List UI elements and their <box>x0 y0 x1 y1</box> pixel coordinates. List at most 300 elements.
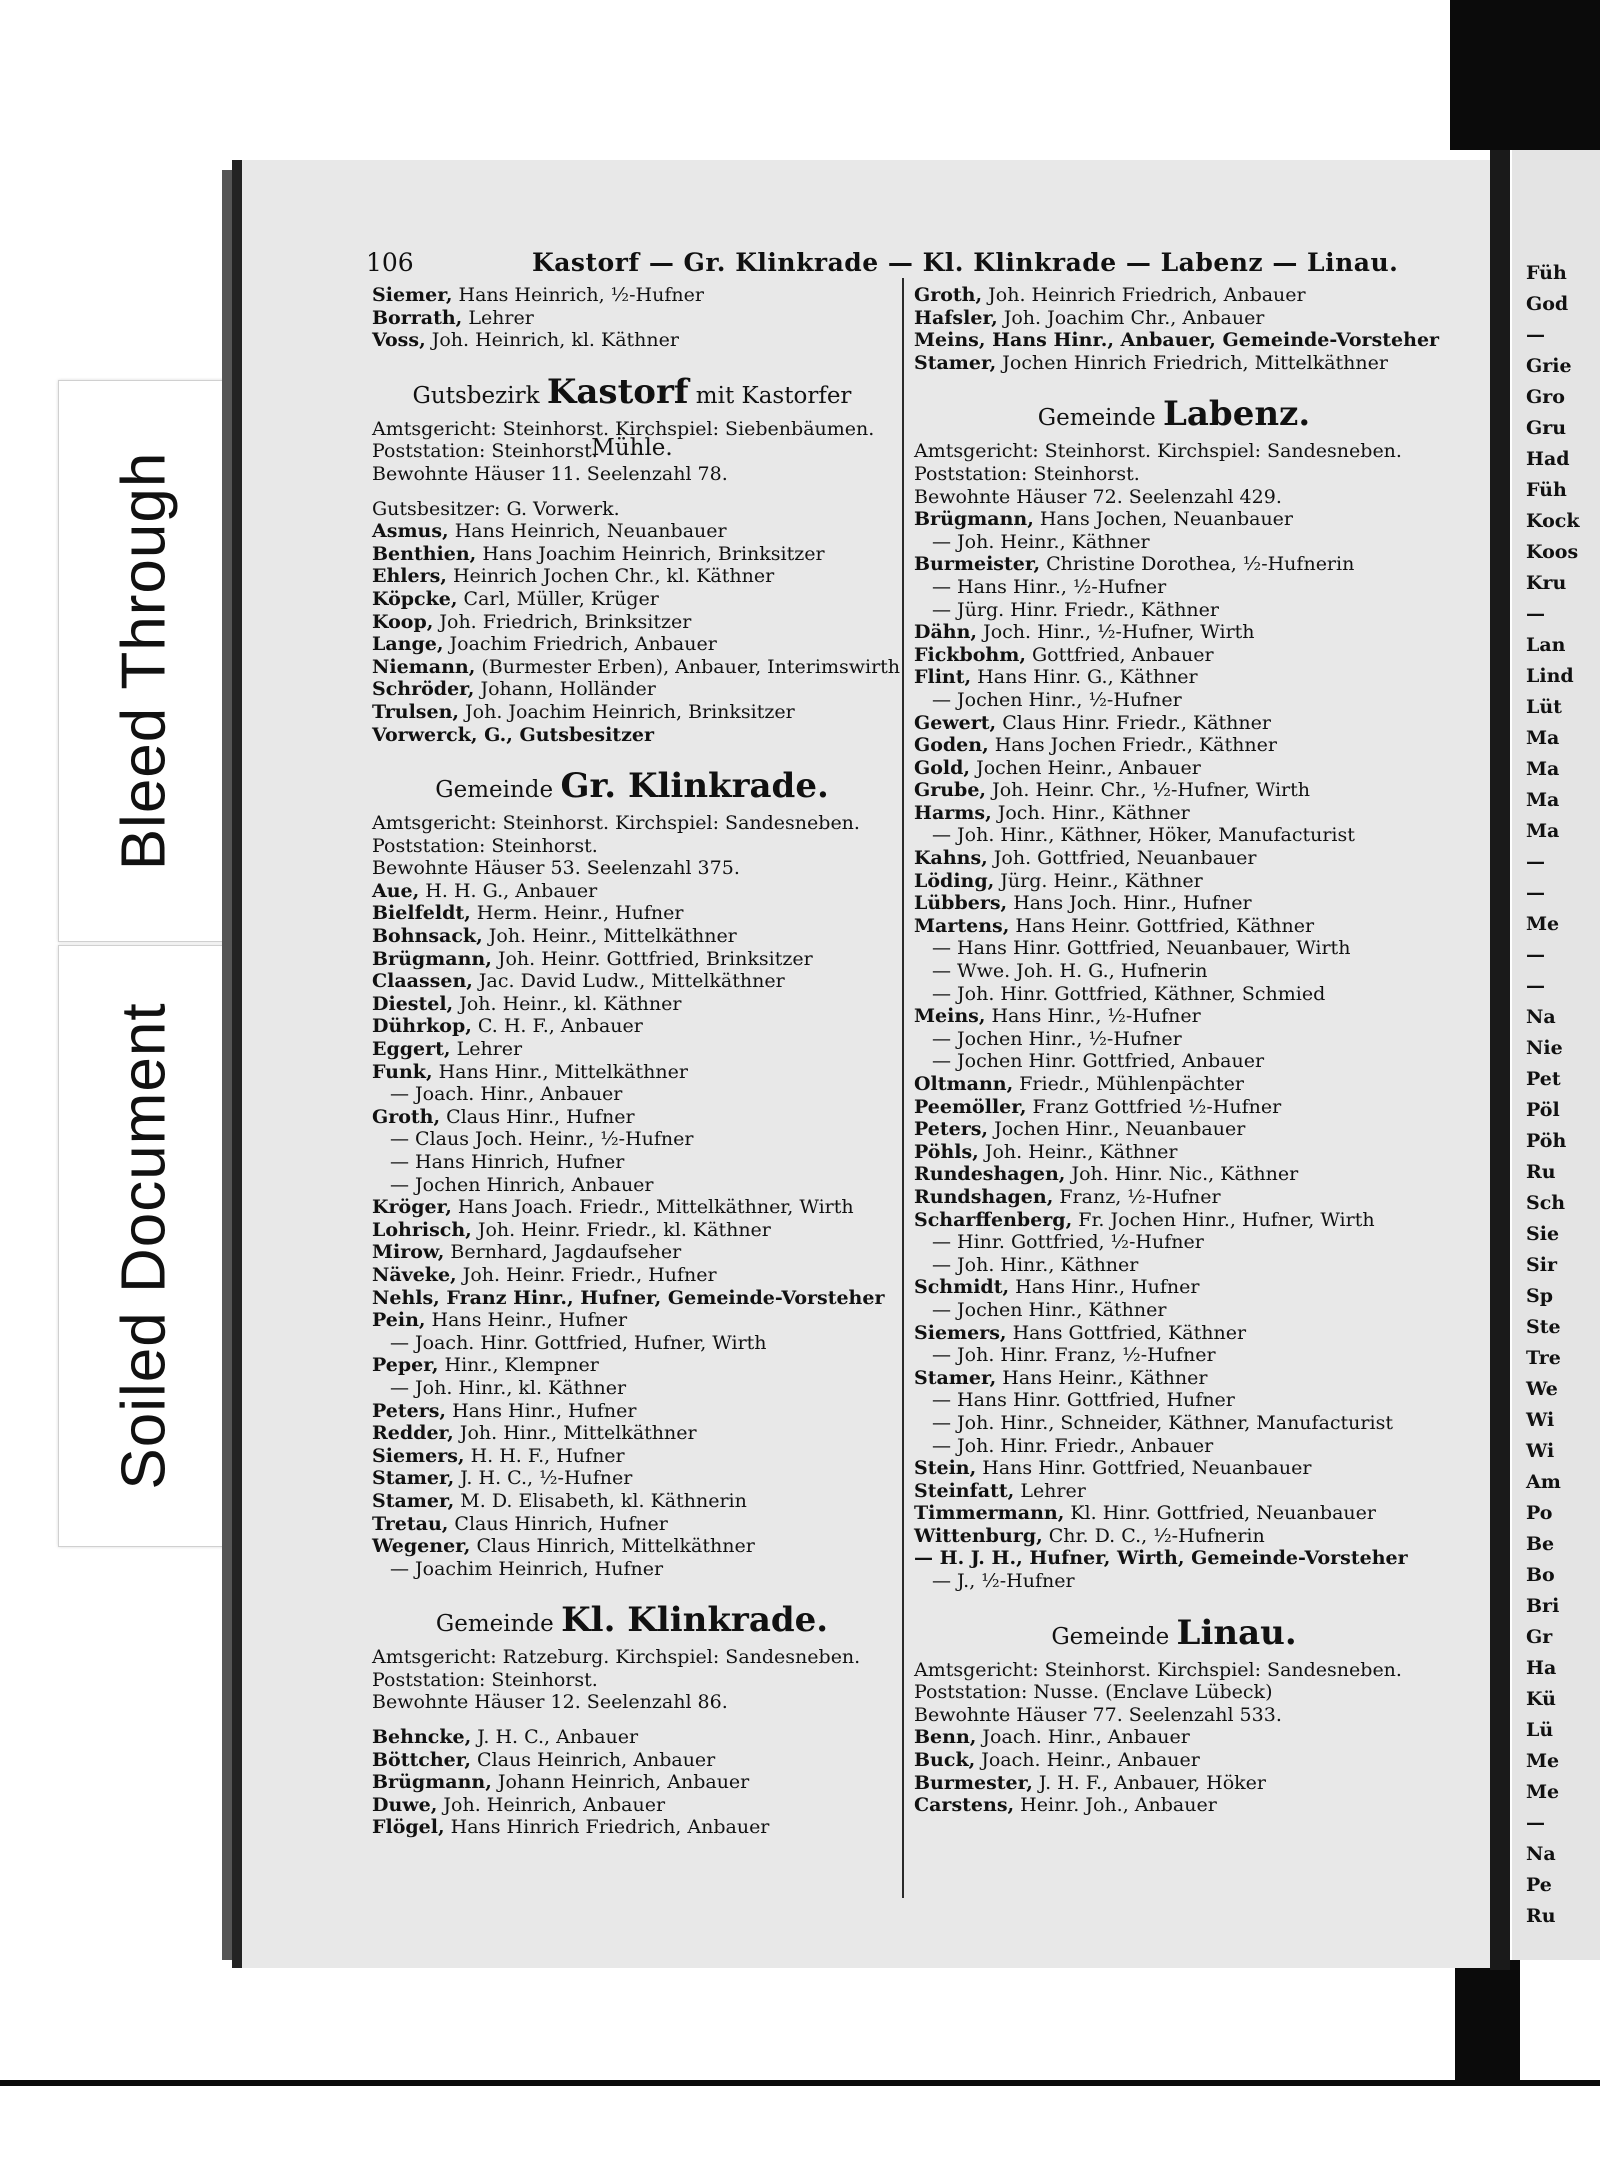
adjacent-page-text: Wi <box>1526 1440 1555 1462</box>
directory-subentry: — Joh. Hinr. Friedr., Anbauer <box>932 1434 1214 1457</box>
entry-surname: Claassen, <box>372 970 473 993</box>
entry-surname: Martens, <box>914 914 1010 937</box>
entry-details: Joh. Joachim Heinrich, Brinksitzer <box>459 700 795 723</box>
entry-details: Hans Heinrich, ½-Hufner <box>452 284 704 306</box>
entry-surname: Burmeister, <box>914 553 1041 576</box>
entry-surname: Flint, <box>914 666 972 689</box>
directory-subentry: — Jochen Hinrich, Anbauer <box>390 1173 654 1196</box>
entry-details: Lehrer <box>1014 1479 1086 1502</box>
entry-surname: Meins, <box>914 1005 986 1028</box>
adjacent-page-text: Bo <box>1526 1564 1555 1586</box>
entry-surname: Dührkop, <box>372 1015 472 1038</box>
directory-entry <box>914 1772 1434 1795</box>
directory-entry <box>372 655 901 679</box>
directory-entry <box>372 1400 892 1423</box>
entry-details: Claus Hinr. Friedr., Käthner <box>996 711 1271 734</box>
section-heading-prefix: Gemeinde <box>435 1611 562 1638</box>
directory-entry <box>914 1480 1434 1503</box>
directory-entry <box>914 352 1434 375</box>
entry-details: Jochen Heinr., Anbauer <box>970 756 1201 779</box>
adjacent-page-text: Gr <box>1526 1626 1553 1648</box>
directory-entry <box>372 701 892 724</box>
entry-surname: Fickbohm, <box>914 643 1026 666</box>
entry-surname: Wegener, <box>372 1535 471 1558</box>
entry-details: Hans Gottfried, Käthner <box>1006 1321 1247 1344</box>
entry-surname: Stein, <box>914 1457 977 1480</box>
directory-subentry: — Hans Hinr. Gottfried, Neuanbauer, Wirth <box>932 937 1351 960</box>
directory-subentry: — Joh. Heinr., Käthner <box>932 530 1150 553</box>
entry-surname: Voss, <box>372 329 426 352</box>
adjacent-page-text: — <box>1526 882 1545 904</box>
directory-subentry: — Joach. Hinr., Anbauer <box>390 1083 623 1106</box>
entry-surname: Lange, <box>372 633 444 656</box>
adjacent-page-text: Kru <box>1526 572 1567 594</box>
section-info-line: Poststation: Nusse. (Enclave Lübeck) <box>914 1681 1273 1704</box>
entry-surname: Flögel, <box>372 1816 445 1839</box>
section-heading-name: Kastorf <box>546 371 689 412</box>
directory-subentry: — Joach. Hinr. Gottfried, Hufner, Wirth <box>390 1331 767 1354</box>
entry-surname: Gewert, <box>914 711 997 734</box>
directory-entry <box>914 1502 1434 1525</box>
directory-subentry: — Jochen Hinr., Käthner <box>932 1298 1167 1321</box>
adjacent-page-text: Po <box>1526 1502 1553 1524</box>
directory-subentry: — Joh. Hinr., Käthner, Höker, Manufacturist <box>932 824 1355 847</box>
directory-entry <box>914 307 1434 330</box>
entry-details: Heinrich Jochen Chr., kl. Käthner <box>446 565 775 588</box>
adjacent-page-text: Ma <box>1526 727 1560 749</box>
directory-entry-bold: Nehls, Franz Hinr., Hufner, Gemeinde-Vorsteher <box>372 1286 885 1309</box>
directory-entry <box>914 1005 1434 1028</box>
entry-details: Franz, ½-Hufner <box>1053 1185 1221 1208</box>
directory-entry <box>914 1073 1434 1096</box>
entry-details: H. H. F., Hufner <box>464 1444 625 1467</box>
entry-surname: Scharffenberg, <box>914 1208 1073 1231</box>
directory-entry <box>914 284 1434 307</box>
entry-details: Joh. Heinrich, kl. Käthner <box>425 329 679 352</box>
directory-entry <box>914 734 1434 757</box>
adjacent-page-text: Pet <box>1526 1068 1561 1090</box>
entry-surname: Grube, <box>914 779 987 802</box>
directory-entry <box>914 1276 1434 1299</box>
entry-surname: Kahns, <box>914 847 988 870</box>
section-heading-name: Labenz. <box>1163 394 1311 435</box>
entry-surname: Benthien, <box>372 542 477 565</box>
entry-surname: Ehlers, <box>372 565 447 588</box>
directory-entry-bold: Meins, Hans Hinr., Anbauer, Gemeinde-Vorsteher <box>914 329 1440 352</box>
entry-surname: Bohnsack, <box>372 925 483 948</box>
adjacent-page-text: Ma <box>1526 758 1560 780</box>
entry-surname: Kröger, <box>372 1196 452 1219</box>
directory-entry <box>914 666 1434 689</box>
adjacent-page-text: Grie <box>1526 355 1572 377</box>
entry-surname: Mirow, <box>372 1241 445 1264</box>
section-info-line: Bewohnte Häuser 53. Seelenzahl 375. <box>372 857 740 880</box>
directory-entry <box>914 847 1434 870</box>
directory-entry <box>372 678 892 701</box>
directory-entry <box>372 588 892 611</box>
section-info-line: Bewohnte Häuser 12. Seelenzahl 86. <box>372 1691 728 1714</box>
entry-details: Joh. Joachim Chr., Anbauer <box>997 306 1265 329</box>
entry-details: Hans Hinr., Hufner <box>446 1399 637 1422</box>
entry-details: Hans Hinr., ½-Hufner <box>985 1005 1201 1028</box>
directory-entry <box>914 870 1434 893</box>
entry-details: Joh. Heinr., Mittelkäthner <box>482 925 737 948</box>
entry-surname: Peemöller, <box>914 1095 1027 1118</box>
directory-entry <box>914 621 1434 644</box>
adjacent-page-text: Gro <box>1526 386 1565 408</box>
directory-subentry: — Joh. Hinr., Käthner <box>932 1253 1139 1276</box>
entry-details: Hans Heinrich, Neuanbauer <box>448 520 727 543</box>
directory-entry <box>372 329 892 352</box>
entry-details: Joh. Hinr., Mittelkäthner <box>453 1422 697 1445</box>
entry-details: Joachim Friedrich, Anbauer <box>443 633 717 656</box>
entry-surname: Carstens, <box>914 1794 1015 1817</box>
section-heading-suffix: mit Kastorfer Mühle. <box>591 382 852 461</box>
entry-details: Hans Heinr. Gottfried, Käthner <box>1009 914 1315 937</box>
entry-surname: Oltmann, <box>914 1073 1014 1095</box>
section-heading <box>914 1607 1434 1659</box>
adjacent-page-text: — <box>1526 1812 1545 1834</box>
directory-subentry: — Jochen Hinr. Gottfried, Anbauer <box>932 1050 1265 1073</box>
entry-surname: Groth, <box>914 284 983 306</box>
entry-surname: Bielfeldt, <box>372 902 471 925</box>
section-info-line: Bewohnte Häuser 72. Seelenzahl 429. <box>914 485 1282 508</box>
directory-entry <box>372 633 892 656</box>
entry-surname: Burmester, <box>914 1771 1033 1794</box>
entry-surname: Timmermann, <box>914 1502 1065 1525</box>
adjacent-page-text: Be <box>1526 1533 1555 1555</box>
adjacent-page-text: God <box>1526 293 1569 315</box>
entry-surname: Peters, <box>372 1399 447 1422</box>
entry-surname: Koop, <box>372 610 434 633</box>
adjacent-page-text: Lind <box>1526 665 1574 687</box>
left-column <box>372 284 901 1839</box>
entry-details: Hans Heinr., Käthner <box>996 1366 1208 1389</box>
entry-surname: Lübbers, <box>914 892 1008 915</box>
entry-surname: Niemann, <box>372 655 476 678</box>
section-info-line: Poststation: Steinhorst. <box>372 440 598 463</box>
entry-details: Hans Hinr., Hufner <box>1009 1276 1200 1299</box>
entry-surname: Pöhls, <box>914 1140 979 1163</box>
section-heading-name: Linau. <box>1176 1612 1297 1653</box>
soiled-document-label <box>58 945 230 1547</box>
entry-details: Jochen Hinrich Friedrich, Mittelkäthner <box>996 351 1388 374</box>
directory-entry <box>372 520 892 543</box>
section-info-line: Amtsgericht: Steinhorst. Kirchspiel: Sandesneben. <box>372 812 860 835</box>
entry-details: Joh. Heinr. Friedr., Hufner <box>456 1263 717 1286</box>
entry-details: Hans Hinr. Gottfried, Neuanbauer <box>976 1457 1312 1480</box>
directory-entry <box>372 1015 892 1038</box>
bleed-through-label <box>58 380 230 942</box>
adjacent-page-text: Bri <box>1526 1595 1560 1617</box>
directory-entry-bold: Vorwerck, G., Gutsbesitzer <box>372 723 654 746</box>
directory-subentry: — Joachim Heinrich, Hufner <box>390 1557 664 1580</box>
entry-details: (Burmester Erben), Anbauer, Interimswirth <box>475 655 901 678</box>
entry-details: Hans Hinrich Friedrich, Anbauer <box>444 1816 770 1839</box>
entry-details: Joach. Heinr., Anbauer <box>975 1749 1200 1772</box>
entry-surname: Trulsen, <box>372 700 460 723</box>
entry-surname: Eggert, <box>372 1038 451 1061</box>
directory-entry <box>372 1422 892 1445</box>
directory-entry <box>914 1096 1434 1119</box>
entry-surname: Brügmann, <box>372 947 492 970</box>
directory-entry <box>914 1209 1434 1232</box>
entry-surname: Köpcke, <box>372 587 458 610</box>
entry-surname: Näveke, <box>372 1263 457 1286</box>
directory-entry <box>372 1794 892 1817</box>
section-heading-name: Kl. Klinkrade. <box>561 1600 829 1641</box>
entry-surname: Peper, <box>372 1354 439 1377</box>
directory-subentry: — Wwe. Joh. H. G., Hufnerin <box>932 960 1208 983</box>
directory-subentry: — Jochen Hinr., ½-Hufner <box>932 1027 1182 1050</box>
adjacent-page-text: — <box>1526 975 1545 997</box>
directory-entry <box>372 1816 892 1839</box>
directory-entry <box>372 925 892 948</box>
entry-details: Kl. Hinr. Gottfried, Neuanbauer <box>1064 1502 1376 1525</box>
directory-entry <box>372 902 892 925</box>
directory-entry <box>372 1354 892 1377</box>
directory-entry <box>372 1771 892 1794</box>
directory-entry <box>914 892 1434 915</box>
directory-entry <box>372 1467 892 1490</box>
directory-entry <box>372 284 892 307</box>
directory-subentry: — Joh. Hinr. Franz, ½-Hufner <box>932 1344 1216 1367</box>
entry-details: Lehrer <box>450 1038 523 1061</box>
directory-subentry: — Hans Hinrich, Hufner <box>390 1151 625 1173</box>
adjacent-page-text: Na <box>1526 1843 1556 1865</box>
adjacent-page-text: — <box>1526 324 1545 346</box>
entry-surname: Behncke, <box>372 1726 472 1749</box>
directory-entry <box>372 1106 892 1129</box>
spacer <box>372 486 892 498</box>
adjacent-page-text: Ma <box>1526 789 1560 811</box>
adjacent-page-text: Füh <box>1526 262 1567 284</box>
directory-entry <box>914 1141 1434 1164</box>
adjacent-page-text: Kock <box>1526 510 1580 532</box>
entry-details: Joh. Hinr. Nic., Käthner <box>1065 1163 1299 1186</box>
page-number: 106 <box>366 248 414 277</box>
directory-entry <box>372 1196 892 1219</box>
directory-entry <box>914 553 1434 576</box>
entry-details: Hans Jochen Friedr., Käthner <box>988 734 1277 757</box>
entry-details: Joh. Heinr., Käthner <box>978 1140 1178 1163</box>
entry-details: Franz Gottfried ½-Hufner <box>1026 1095 1282 1118</box>
directory-subentry: — Hans Hinr., ½-Hufner <box>932 575 1167 598</box>
directory-entry <box>372 611 892 634</box>
entry-details: J. H. F., Anbauer, Höker <box>1032 1771 1266 1794</box>
entry-details: Friedr., Mühlenpächter <box>1013 1073 1244 1095</box>
section-info-line: Amtsgericht: Steinhorst. Kirchspiel: Sandesneben. <box>914 1658 1402 1681</box>
directory-subentry: — Hans Hinr. Gottfried, Hufner <box>932 1389 1235 1412</box>
entry-details: Jac. David Ludw., Mittelkäthner <box>472 970 785 993</box>
directory-entry <box>914 1726 1434 1749</box>
section-info-line: Poststation: Steinhorst. <box>372 834 598 857</box>
entry-details: Johann Heinrich, Anbauer <box>491 1771 750 1794</box>
entry-surname: Gold, <box>914 756 971 779</box>
section-heading <box>372 760 892 812</box>
section-info-line: Amtsgericht: Steinhorst. Kirchspiel: Sandesneben. <box>914 440 1402 463</box>
directory-entry <box>372 1241 892 1264</box>
directory-entry <box>372 1490 892 1513</box>
bottom-black-line <box>0 2080 1600 2086</box>
entry-surname: Buck, <box>914 1749 976 1772</box>
directory-entry <box>914 644 1434 667</box>
entry-details: J. H. C., ½-Hufner <box>454 1467 633 1490</box>
adjacent-page-text: Ru <box>1526 1905 1556 1927</box>
directory-subentry: — Jochen Hinr., ½-Hufner <box>932 688 1182 711</box>
entry-surname: Goden, <box>914 734 989 757</box>
directory-entry <box>372 948 892 971</box>
entry-surname: Stamer, <box>372 1489 455 1512</box>
directory-entry <box>914 779 1434 802</box>
directory-entry <box>372 880 892 903</box>
entry-details: Joch. Hinr., ½-Hufner, Wirth <box>977 621 1255 644</box>
section-info-line: Gutsbesitzer: G. Vorwerk. <box>372 497 620 520</box>
bottom-right-black-bar <box>1455 1960 1520 2085</box>
entry-surname: Diestel, <box>372 992 454 1015</box>
directory-entry-bold: — H. J. H., Hufner, Wirth, Gemeinde-Vorsteher <box>914 1547 1408 1570</box>
entry-surname: Redder, <box>372 1422 454 1445</box>
entry-surname: Tretau, <box>372 1512 449 1535</box>
directory-entry <box>914 1794 1434 1817</box>
section-heading <box>914 388 1434 440</box>
entry-details: Hinr., Klempner <box>438 1354 599 1377</box>
directory-entry <box>372 1535 892 1558</box>
adjacent-page-text: Ste <box>1526 1316 1561 1338</box>
directory-subentry: — Claus Joch. Heinr., ½-Hufner <box>390 1128 694 1151</box>
entry-details: Herm. Heinr., Hufner <box>470 902 684 925</box>
entry-details: Bernhard, Jagdaufseher <box>444 1241 682 1264</box>
directory-entry <box>372 970 892 993</box>
adjacent-page-fragment <box>1512 150 1600 1960</box>
adjacent-page-text: Lüt <box>1526 696 1562 718</box>
adjacent-page-text: Pe <box>1526 1874 1552 1896</box>
section-heading-prefix: Gutsbezirk <box>412 382 547 409</box>
directory-entry <box>914 1118 1434 1141</box>
directory-entry <box>372 993 892 1016</box>
top-right-black-bar <box>1450 0 1600 150</box>
entry-details: Joh. Heinr., kl. Käthner <box>453 992 682 1015</box>
section-heading-prefix: Gemeinde <box>1037 405 1163 432</box>
adjacent-page-text: Ha <box>1526 1657 1557 1679</box>
column-divider <box>902 278 904 1898</box>
adjacent-page-text: Me <box>1526 913 1560 935</box>
section-heading-prefix: Gemeinde <box>435 777 561 804</box>
entry-details: Joh. Friedrich, Brinksitzer <box>433 610 692 633</box>
adjacent-page-text: — <box>1526 851 1545 873</box>
entry-details: J. H. C., Anbauer <box>471 1726 639 1749</box>
directory-subentry: — Joh. Hinr., kl. Käthner <box>390 1376 627 1399</box>
directory-entry <box>914 1457 1434 1480</box>
entry-surname: Groth, <box>372 1105 441 1128</box>
entry-details: Joch. Hinr., Käthner <box>991 801 1190 824</box>
entry-details: C. H. F., Anbauer <box>471 1015 643 1038</box>
adjacent-page-text: Lü <box>1526 1719 1554 1741</box>
entry-surname: Wittenburg, <box>914 1524 1043 1547</box>
entry-surname: Stamer, <box>914 351 997 374</box>
section-heading-prefix: Gemeinde <box>1051 1623 1177 1650</box>
section-heading-name: Gr. Klinkrade. <box>560 766 829 807</box>
entry-details: Chr. D. C., ½-Hufnerin <box>1042 1524 1265 1547</box>
entry-surname: Rundeshagen, <box>914 1163 1066 1186</box>
entry-surname: Brügmann, <box>914 508 1034 531</box>
adjacent-page-text: Am <box>1526 1471 1561 1493</box>
section-info-line: Bewohnte Häuser 11. Seelenzahl 78. <box>372 462 728 485</box>
adjacent-page-text: Had <box>1526 448 1570 470</box>
directory-entry <box>914 508 1434 531</box>
adjacent-page-text: — <box>1526 603 1545 625</box>
directory-entry <box>372 1309 892 1332</box>
adjacent-page-text: Füh <box>1526 479 1567 501</box>
directory-subentry: — J., ½-Hufner <box>932 1570 1075 1593</box>
entry-details: Joh. Heinr. Chr., ½-Hufner, Wirth <box>986 779 1311 802</box>
directory-entry <box>914 1322 1434 1345</box>
entry-details: Joach. Hinr., Anbauer <box>976 1726 1190 1749</box>
right-column <box>914 284 1440 1817</box>
adjacent-page-text: Sir <box>1526 1254 1557 1276</box>
section-info-line: Poststation: Steinhorst. <box>372 1668 598 1691</box>
entry-details: Hans Joachim Heinrich, Brinksitzer <box>476 542 825 565</box>
entry-surname: Stamer, <box>914 1366 997 1389</box>
directory-entry <box>372 1749 892 1772</box>
entry-surname: Hafsler, <box>914 306 998 329</box>
adjacent-page-text: Sp <box>1526 1285 1554 1307</box>
entry-surname: Löding, <box>914 869 995 892</box>
document-page <box>232 160 1500 1968</box>
adjacent-page-text: Sie <box>1526 1223 1560 1245</box>
entry-surname: Harms, <box>914 801 992 824</box>
adjacent-page-text: Nie <box>1526 1037 1563 1059</box>
entry-details: Claus Hinrich, Hufner <box>448 1512 668 1535</box>
entry-details: Jochen Hinr., Neuanbauer <box>988 1118 1246 1141</box>
directory-entry <box>372 1445 892 1468</box>
spacer <box>372 1714 892 1726</box>
entry-surname: Dähn, <box>914 621 978 644</box>
entry-details: Joh. Gottfried, Neuanbauer <box>987 847 1257 870</box>
entry-details: Joh. Heinrich, Anbauer <box>437 1793 666 1816</box>
directory-entry <box>914 1525 1434 1548</box>
entry-details: Claus Hinrich, Mittelkäthner <box>470 1535 755 1558</box>
entry-details: Claus Heinrich, Anbauer <box>471 1748 716 1771</box>
entry-surname: Schröder, <box>372 678 475 701</box>
adjacent-page-text: Gru <box>1526 417 1567 439</box>
entry-details: M. D. Elisabeth, kl. Käthnerin <box>454 1489 747 1512</box>
adjacent-page-text: Koos <box>1526 541 1579 563</box>
entry-details: Carl, Müller, Krüger <box>457 587 659 610</box>
entry-surname: Aue, <box>372 879 420 902</box>
directory-entry <box>372 1219 892 1242</box>
directory-entry <box>372 1726 892 1749</box>
directory-entry <box>372 565 892 588</box>
entry-surname: Böttcher, <box>372 1748 471 1771</box>
adjacent-page-text: Pöh <box>1526 1130 1567 1152</box>
entry-surname: Duwe, <box>372 1793 438 1816</box>
entry-details: Jürg. Heinr., Käthner <box>994 869 1203 892</box>
entry-details: Christine Dorothea, ½-Hufnerin <box>1040 553 1355 576</box>
directory-subentry: — Jürg. Hinr. Friedr., Käthner <box>932 598 1219 621</box>
entry-surname: Lohrisch, <box>372 1218 472 1241</box>
entry-surname: Asmus, <box>372 520 449 543</box>
directory-entry <box>372 1038 892 1061</box>
entry-details: Lehrer <box>462 306 534 329</box>
bleed-through-text: Bleed Through <box>109 451 179 871</box>
entry-details: Heinr. Joh., Anbauer <box>1014 1794 1217 1817</box>
entry-surname: Siemers, <box>914 1321 1007 1344</box>
page-gutter <box>1490 150 1510 1970</box>
entry-surname: Peters, <box>914 1118 989 1141</box>
soiled-document-text: Soiled Document <box>109 1002 179 1490</box>
directory-entry <box>372 307 892 330</box>
